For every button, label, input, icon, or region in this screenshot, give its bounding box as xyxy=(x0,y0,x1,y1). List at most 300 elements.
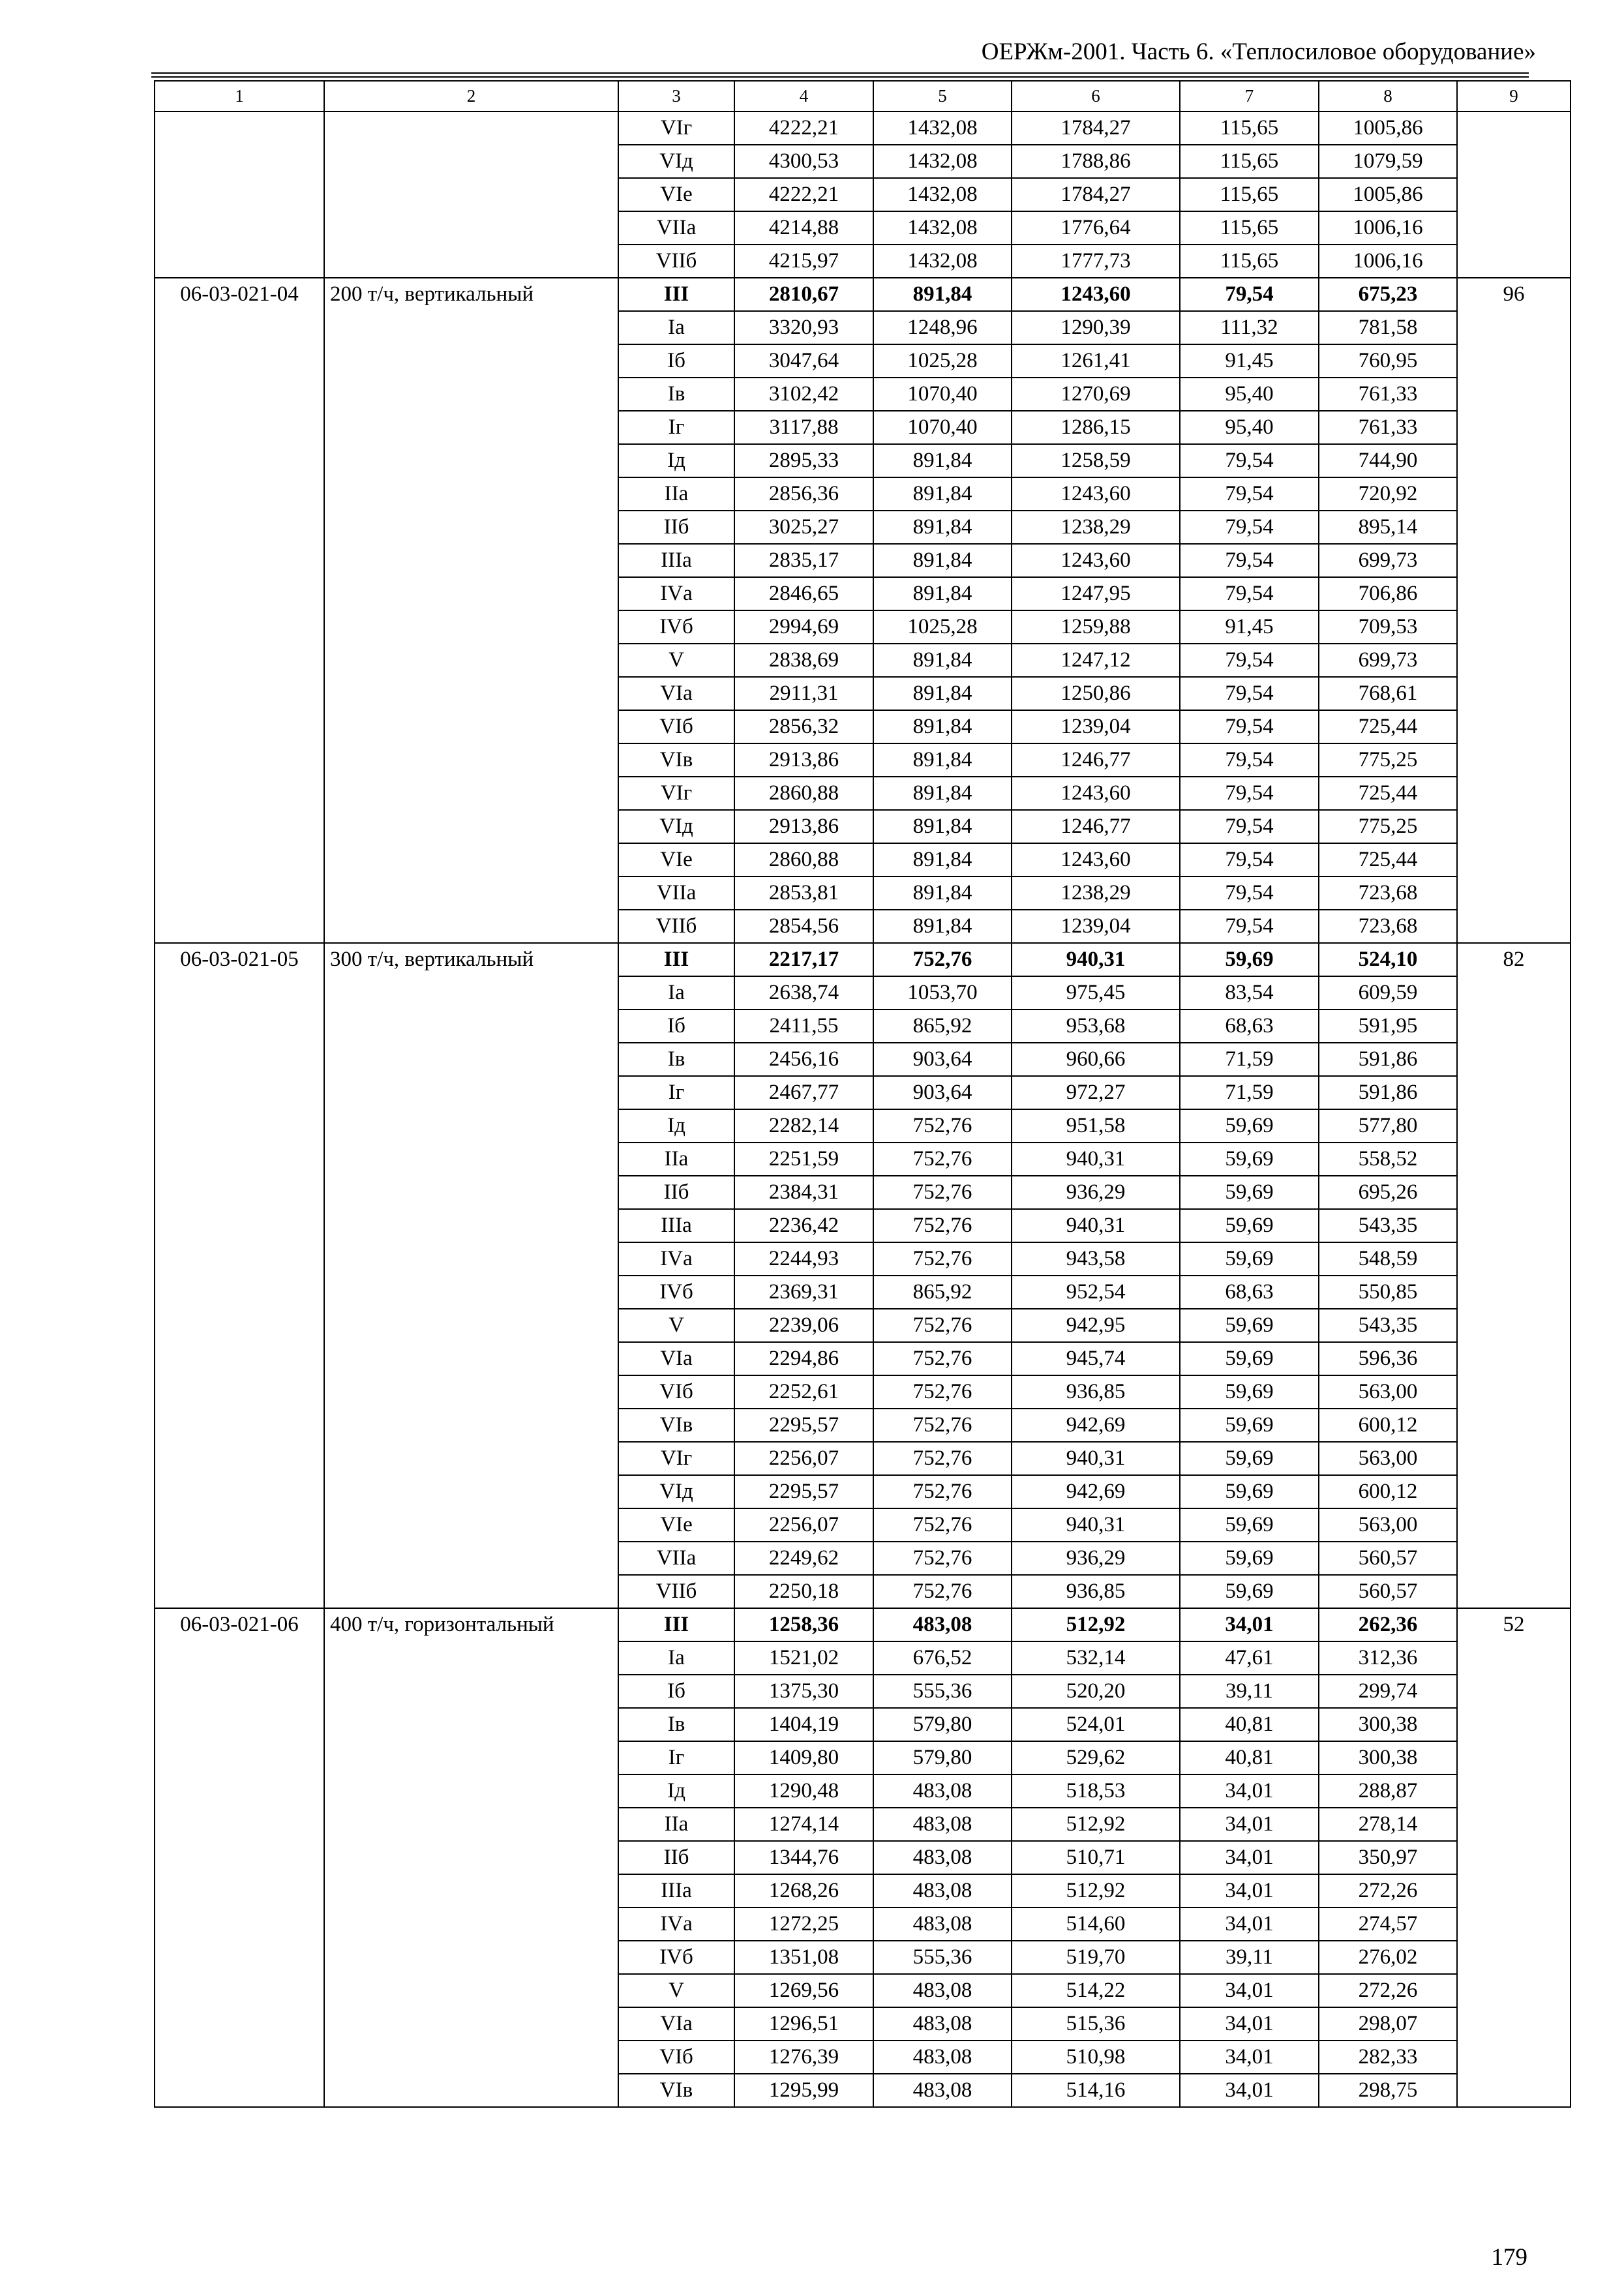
machinist-wages-cell: 34,01 xyxy=(1180,1841,1319,1874)
wages-cell: 483,08 xyxy=(873,1974,1012,2007)
materials-cell: 895,14 xyxy=(1319,511,1457,544)
category-cell: IIа xyxy=(618,1808,734,1841)
materials-cell: 278,14 xyxy=(1319,1808,1457,1841)
machinist-wages-cell: 59,69 xyxy=(1180,1575,1319,1608)
wages-cell: 1053,70 xyxy=(873,976,1012,1010)
category-cell: IVа xyxy=(618,1908,734,1941)
rate-description-cell xyxy=(324,112,618,278)
materials-cell: 1005,86 xyxy=(1319,112,1457,145)
column-number-9: 9 xyxy=(1457,81,1571,112)
total-cost-cell: 1521,02 xyxy=(734,1641,873,1675)
materials-cell: 1005,86 xyxy=(1319,178,1457,211)
category-cell: Iв xyxy=(618,378,734,411)
machines-cell: 524,01 xyxy=(1012,1708,1180,1741)
wages-cell: 1248,96 xyxy=(873,311,1012,344)
wages-cell: 891,84 xyxy=(873,843,1012,876)
machines-cell: 940,31 xyxy=(1012,1508,1180,1542)
category-cell: IVб xyxy=(618,1276,734,1309)
wages-cell: 891,84 xyxy=(873,444,1012,477)
machines-cell: 1784,27 xyxy=(1012,178,1180,211)
machinist-wages-cell: 71,59 xyxy=(1180,1043,1319,1076)
machinist-wages-cell: 79,54 xyxy=(1180,544,1319,577)
materials-cell: 299,74 xyxy=(1319,1675,1457,1708)
materials-cell: 761,33 xyxy=(1319,411,1457,444)
wages-cell: 891,84 xyxy=(873,644,1012,677)
column-number-3: 3 xyxy=(618,81,734,112)
rate-code-cell: 06-03-021-05 xyxy=(155,943,324,1608)
machines-cell: 951,58 xyxy=(1012,1109,1180,1143)
wages-cell: 483,08 xyxy=(873,1908,1012,1941)
machines-cell: 1246,77 xyxy=(1012,810,1180,843)
machinist-wages-cell: 34,01 xyxy=(1180,1974,1319,2007)
machinist-wages-cell: 34,01 xyxy=(1180,1608,1319,1641)
machines-cell: 1788,86 xyxy=(1012,145,1180,178)
materials-cell: 591,86 xyxy=(1319,1043,1457,1076)
materials-cell: 288,87 xyxy=(1319,1774,1457,1808)
category-cell: Iв xyxy=(618,1708,734,1741)
wages-cell: 903,64 xyxy=(873,1043,1012,1076)
machines-cell: 953,68 xyxy=(1012,1010,1180,1043)
table-row xyxy=(155,943,1571,976)
materials-cell: 591,86 xyxy=(1319,1076,1457,1109)
machinist-wages-cell: 68,63 xyxy=(1180,1276,1319,1309)
column-number-8: 8 xyxy=(1319,81,1457,112)
column-number-7: 7 xyxy=(1180,81,1319,112)
machines-cell: 532,14 xyxy=(1012,1641,1180,1675)
materials-cell: 1006,16 xyxy=(1319,245,1457,278)
machinist-wages-cell: 79,54 xyxy=(1180,577,1319,610)
category-cell: Iв xyxy=(618,1043,734,1076)
machinist-wages-cell: 79,54 xyxy=(1180,477,1319,511)
materials-cell: 609,59 xyxy=(1319,976,1457,1010)
machinist-wages-cell: 79,54 xyxy=(1180,511,1319,544)
materials-cell: 563,00 xyxy=(1319,1375,1457,1409)
wages-cell: 752,76 xyxy=(873,1309,1012,1342)
rate-description-cell: 300 т/ч, вертикальный xyxy=(324,943,618,1608)
machines-cell: 510,98 xyxy=(1012,2041,1180,2074)
wages-cell: 752,76 xyxy=(873,1342,1012,1375)
labor-cost-cell xyxy=(1457,112,1571,278)
machines-cell: 518,53 xyxy=(1012,1774,1180,1808)
total-cost-cell: 1375,30 xyxy=(734,1675,873,1708)
machines-cell: 1247,12 xyxy=(1012,644,1180,677)
wages-cell: 483,08 xyxy=(873,1808,1012,1841)
machinist-wages-cell: 95,40 xyxy=(1180,411,1319,444)
machines-cell: 512,92 xyxy=(1012,1608,1180,1641)
machines-cell: 1259,88 xyxy=(1012,610,1180,644)
category-cell: VIIб xyxy=(618,245,734,278)
machines-cell: 520,20 xyxy=(1012,1675,1180,1708)
total-cost-cell: 2994,69 xyxy=(734,610,873,644)
machines-cell: 1777,73 xyxy=(1012,245,1180,278)
category-cell: IVб xyxy=(618,610,734,644)
materials-cell: 591,95 xyxy=(1319,1010,1457,1043)
materials-cell: 723,68 xyxy=(1319,910,1457,943)
machines-cell: 1250,86 xyxy=(1012,677,1180,710)
wages-cell: 865,92 xyxy=(873,1276,1012,1309)
category-cell: VIа xyxy=(618,677,734,710)
machines-cell: 945,74 xyxy=(1012,1342,1180,1375)
machines-cell: 1243,60 xyxy=(1012,278,1180,311)
wages-cell: 1025,28 xyxy=(873,610,1012,644)
machines-cell: 975,45 xyxy=(1012,976,1180,1010)
materials-cell: 699,73 xyxy=(1319,544,1457,577)
machinist-wages-cell: 91,45 xyxy=(1180,344,1319,378)
category-cell: Iг xyxy=(618,1076,734,1109)
wages-cell: 483,08 xyxy=(873,2074,1012,2107)
category-cell: VIIа xyxy=(618,1542,734,1575)
wages-cell: 891,84 xyxy=(873,876,1012,910)
machinist-wages-cell: 91,45 xyxy=(1180,610,1319,644)
total-cost-cell: 3320,93 xyxy=(734,311,873,344)
category-cell: Iб xyxy=(618,344,734,378)
category-cell: VIг xyxy=(618,777,734,810)
category-cell: VIе xyxy=(618,843,734,876)
total-cost-cell: 2251,59 xyxy=(734,1143,873,1176)
category-cell: Iд xyxy=(618,1109,734,1143)
machinist-wages-cell: 59,69 xyxy=(1180,1209,1319,1242)
category-cell: IVа xyxy=(618,577,734,610)
column-number-1: 1 xyxy=(155,81,324,112)
category-cell: Iг xyxy=(618,1741,734,1774)
total-cost-cell: 1269,56 xyxy=(734,1974,873,2007)
category-cell: VIе xyxy=(618,178,734,211)
document-header-title: ОЕРЖм-2001. Часть 6. «Теплосиловое оборудование» xyxy=(981,38,1536,65)
total-cost-cell: 3047,64 xyxy=(734,344,873,378)
machinist-wages-cell: 79,54 xyxy=(1180,843,1319,876)
total-cost-cell: 2239,06 xyxy=(734,1309,873,1342)
machinist-wages-cell: 79,54 xyxy=(1180,444,1319,477)
machines-cell: 1776,64 xyxy=(1012,211,1180,245)
materials-cell: 577,80 xyxy=(1319,1109,1457,1143)
materials-cell: 276,02 xyxy=(1319,1941,1457,1974)
table-row xyxy=(155,278,1571,311)
total-cost-cell: 1276,39 xyxy=(734,2041,873,2074)
column-number-4: 4 xyxy=(734,81,873,112)
total-cost-cell: 2856,32 xyxy=(734,710,873,743)
materials-cell: 282,33 xyxy=(1319,2041,1457,2074)
machines-cell: 936,29 xyxy=(1012,1542,1180,1575)
category-cell: V xyxy=(618,1309,734,1342)
materials-cell: 761,33 xyxy=(1319,378,1457,411)
machines-cell: 1247,95 xyxy=(1012,577,1180,610)
total-cost-cell: 2913,86 xyxy=(734,810,873,843)
wages-cell: 1432,08 xyxy=(873,112,1012,145)
machines-cell: 1270,69 xyxy=(1012,378,1180,411)
machinist-wages-cell: 40,81 xyxy=(1180,1741,1319,1774)
machinist-wages-cell: 34,01 xyxy=(1180,1874,1319,1908)
total-cost-cell: 2282,14 xyxy=(734,1109,873,1143)
machinist-wages-cell: 79,54 xyxy=(1180,710,1319,743)
materials-cell: 563,00 xyxy=(1319,1442,1457,1475)
total-cost-cell: 1258,36 xyxy=(734,1608,873,1641)
total-cost-cell: 2256,07 xyxy=(734,1442,873,1475)
category-cell: Iб xyxy=(618,1010,734,1043)
total-cost-cell: 2838,69 xyxy=(734,644,873,677)
materials-cell: 760,95 xyxy=(1319,344,1457,378)
materials-cell: 706,86 xyxy=(1319,577,1457,610)
wages-cell: 483,08 xyxy=(873,1608,1012,1641)
total-cost-cell: 2295,57 xyxy=(734,1475,873,1508)
materials-cell: 699,73 xyxy=(1319,644,1457,677)
category-cell: VIв xyxy=(618,2074,734,2107)
wages-cell: 752,76 xyxy=(873,1442,1012,1475)
machinist-wages-cell: 47,61 xyxy=(1180,1641,1319,1675)
category-cell: V xyxy=(618,1974,734,2007)
wages-cell: 1070,40 xyxy=(873,411,1012,444)
materials-cell: 300,38 xyxy=(1319,1708,1457,1741)
machines-cell: 1784,27 xyxy=(1012,112,1180,145)
total-cost-cell: 4222,21 xyxy=(734,112,873,145)
labor-cost-cell: 96 xyxy=(1457,278,1571,943)
wages-cell: 752,76 xyxy=(873,1242,1012,1276)
materials-cell: 563,00 xyxy=(1319,1508,1457,1542)
category-cell: Iб xyxy=(618,1675,734,1708)
wages-cell: 1432,08 xyxy=(873,211,1012,245)
machines-cell: 942,69 xyxy=(1012,1475,1180,1508)
category-cell: IIIа xyxy=(618,1874,734,1908)
total-cost-cell: 4215,97 xyxy=(734,245,873,278)
total-cost-cell: 1295,99 xyxy=(734,2074,873,2107)
category-cell: VIIб xyxy=(618,1575,734,1608)
machines-cell: 512,92 xyxy=(1012,1874,1180,1908)
machinist-wages-cell: 79,54 xyxy=(1180,876,1319,910)
total-cost-cell: 2854,56 xyxy=(734,910,873,943)
wages-cell: 891,84 xyxy=(873,777,1012,810)
machinist-wages-cell: 79,54 xyxy=(1180,278,1319,311)
total-cost-cell: 2895,33 xyxy=(734,444,873,477)
materials-cell: 550,85 xyxy=(1319,1276,1457,1309)
materials-cell: 298,75 xyxy=(1319,2074,1457,2107)
machines-cell: 529,62 xyxy=(1012,1741,1180,1774)
machines-cell: 512,92 xyxy=(1012,1808,1180,1841)
wages-cell: 752,76 xyxy=(873,1508,1012,1542)
category-cell: IIб xyxy=(618,1841,734,1874)
rate-code-cell: 06-03-021-06 xyxy=(155,1608,324,2107)
category-cell: VIб xyxy=(618,1375,734,1409)
wages-cell: 752,76 xyxy=(873,1575,1012,1608)
wages-cell: 752,76 xyxy=(873,1409,1012,1442)
total-cost-cell: 2256,07 xyxy=(734,1508,873,1542)
materials-cell: 300,38 xyxy=(1319,1741,1457,1774)
materials-cell: 1079,59 xyxy=(1319,145,1457,178)
total-cost-cell: 2217,17 xyxy=(734,943,873,976)
labor-cost-cell: 52 xyxy=(1457,1608,1571,2107)
materials-cell: 725,44 xyxy=(1319,710,1457,743)
machinist-wages-cell: 115,65 xyxy=(1180,245,1319,278)
wages-cell: 1432,08 xyxy=(873,145,1012,178)
machinist-wages-cell: 79,54 xyxy=(1180,677,1319,710)
machines-cell: 960,66 xyxy=(1012,1043,1180,1076)
materials-cell: 543,35 xyxy=(1319,1209,1457,1242)
machinist-wages-cell: 59,69 xyxy=(1180,1309,1319,1342)
total-cost-cell: 2456,16 xyxy=(734,1043,873,1076)
materials-cell: 775,25 xyxy=(1319,810,1457,843)
wages-cell: 752,76 xyxy=(873,1475,1012,1508)
total-cost-cell: 1344,76 xyxy=(734,1841,873,1874)
total-cost-cell: 2369,31 xyxy=(734,1276,873,1309)
machinist-wages-cell: 79,54 xyxy=(1180,910,1319,943)
materials-cell: 695,26 xyxy=(1319,1176,1457,1209)
machines-cell: 936,85 xyxy=(1012,1575,1180,1608)
materials-cell: 560,57 xyxy=(1319,1575,1457,1608)
total-cost-cell: 2236,42 xyxy=(734,1209,873,1242)
machinist-wages-cell: 115,65 xyxy=(1180,112,1319,145)
machinist-wages-cell: 59,69 xyxy=(1180,1242,1319,1276)
materials-cell: 600,12 xyxy=(1319,1475,1457,1508)
wages-cell: 891,84 xyxy=(873,710,1012,743)
total-cost-cell: 2244,93 xyxy=(734,1242,873,1276)
machines-cell: 1243,60 xyxy=(1012,843,1180,876)
total-cost-cell: 2249,62 xyxy=(734,1542,873,1575)
materials-cell: 262,36 xyxy=(1319,1608,1457,1641)
materials-cell: 1006,16 xyxy=(1319,211,1457,245)
machines-cell: 1290,39 xyxy=(1012,311,1180,344)
wages-cell: 579,80 xyxy=(873,1708,1012,1741)
wages-cell: 891,84 xyxy=(873,810,1012,843)
category-cell: III xyxy=(618,943,734,976)
rate-description-cell: 400 т/ч, горизонтальный xyxy=(324,1608,618,2107)
wages-cell: 1432,08 xyxy=(873,245,1012,278)
machinist-wages-cell: 59,69 xyxy=(1180,1442,1319,1475)
total-cost-cell: 4300,53 xyxy=(734,145,873,178)
machines-cell: 1243,60 xyxy=(1012,777,1180,810)
wages-cell: 1432,08 xyxy=(873,178,1012,211)
machinist-wages-cell: 95,40 xyxy=(1180,378,1319,411)
wages-cell: 891,84 xyxy=(873,278,1012,311)
materials-cell: 768,61 xyxy=(1319,677,1457,710)
machinist-wages-cell: 59,69 xyxy=(1180,1143,1319,1176)
total-cost-cell: 2294,86 xyxy=(734,1342,873,1375)
total-cost-cell: 2252,61 xyxy=(734,1375,873,1409)
total-cost-cell: 3025,27 xyxy=(734,511,873,544)
machines-cell: 1286,15 xyxy=(1012,411,1180,444)
materials-cell: 775,25 xyxy=(1319,743,1457,777)
total-cost-cell: 1296,51 xyxy=(734,2007,873,2041)
materials-cell: 781,58 xyxy=(1319,311,1457,344)
total-cost-cell: 2411,55 xyxy=(734,1010,873,1043)
wages-cell: 1070,40 xyxy=(873,378,1012,411)
machinist-wages-cell: 59,69 xyxy=(1180,1109,1319,1143)
category-cell: IVа xyxy=(618,1242,734,1276)
total-cost-cell: 1268,26 xyxy=(734,1874,873,1908)
wages-cell: 483,08 xyxy=(873,2007,1012,2041)
machines-cell: 1261,41 xyxy=(1012,344,1180,378)
total-cost-cell: 1272,25 xyxy=(734,1908,873,1941)
machinist-wages-cell: 59,69 xyxy=(1180,1176,1319,1209)
machinist-wages-cell: 40,81 xyxy=(1180,1708,1319,1741)
rate-description-cell: 200 т/ч, вертикальный xyxy=(324,278,618,943)
total-cost-cell: 3102,42 xyxy=(734,378,873,411)
machines-cell: 942,69 xyxy=(1012,1409,1180,1442)
total-cost-cell: 2860,88 xyxy=(734,843,873,876)
wages-cell: 752,76 xyxy=(873,1209,1012,1242)
machinist-wages-cell: 34,01 xyxy=(1180,2074,1319,2107)
wages-cell: 676,52 xyxy=(873,1641,1012,1675)
materials-cell: 744,90 xyxy=(1319,444,1457,477)
machines-cell: 940,31 xyxy=(1012,1143,1180,1176)
wages-cell: 579,80 xyxy=(873,1741,1012,1774)
materials-cell: 350,97 xyxy=(1319,1841,1457,1874)
total-cost-cell: 2860,88 xyxy=(734,777,873,810)
wages-cell: 752,76 xyxy=(873,1143,1012,1176)
column-number-5: 5 xyxy=(873,81,1012,112)
materials-cell: 272,26 xyxy=(1319,1874,1457,1908)
materials-cell: 558,52 xyxy=(1319,1143,1457,1176)
category-cell: Iд xyxy=(618,444,734,477)
total-cost-cell: 2384,31 xyxy=(734,1176,873,1209)
category-cell: IIб xyxy=(618,1176,734,1209)
column-number-header-row xyxy=(155,81,1571,112)
wages-cell: 891,84 xyxy=(873,910,1012,943)
wages-cell: 483,08 xyxy=(873,1774,1012,1808)
machines-cell: 940,31 xyxy=(1012,943,1180,976)
table-body xyxy=(155,81,1571,2107)
total-cost-cell: 1274,14 xyxy=(734,1808,873,1841)
category-cell: VIе xyxy=(618,1508,734,1542)
machinist-wages-cell: 34,01 xyxy=(1180,2041,1319,2074)
machinist-wages-cell: 59,69 xyxy=(1180,1475,1319,1508)
wages-cell: 891,84 xyxy=(873,577,1012,610)
table-row xyxy=(155,112,1571,145)
machines-cell: 515,36 xyxy=(1012,2007,1180,2041)
category-cell: Iа xyxy=(618,976,734,1010)
machinist-wages-cell: 39,11 xyxy=(1180,1675,1319,1708)
total-cost-cell: 2856,36 xyxy=(734,477,873,511)
category-cell: VIд xyxy=(618,810,734,843)
category-cell: VIв xyxy=(618,1409,734,1442)
category-cell: Iа xyxy=(618,311,734,344)
total-cost-cell: 2810,67 xyxy=(734,278,873,311)
category-cell: V xyxy=(618,644,734,677)
total-cost-cell: 4214,88 xyxy=(734,211,873,245)
total-cost-cell: 2467,77 xyxy=(734,1076,873,1109)
machines-cell: 1239,04 xyxy=(1012,910,1180,943)
category-cell: VIг xyxy=(618,1442,734,1475)
wages-cell: 752,76 xyxy=(873,1542,1012,1575)
wages-cell: 891,84 xyxy=(873,743,1012,777)
machinist-wages-cell: 59,69 xyxy=(1180,1508,1319,1542)
materials-cell: 272,26 xyxy=(1319,1974,1457,2007)
rate-code-cell xyxy=(155,112,324,278)
category-cell: VIв xyxy=(618,743,734,777)
wages-cell: 752,76 xyxy=(873,943,1012,976)
machinist-wages-cell: 34,01 xyxy=(1180,1808,1319,1841)
machinist-wages-cell: 59,69 xyxy=(1180,1375,1319,1409)
machines-cell: 519,70 xyxy=(1012,1941,1180,1974)
header-rule-top xyxy=(151,72,1529,74)
category-cell: VIд xyxy=(618,1475,734,1508)
wages-cell: 752,76 xyxy=(873,1109,1012,1143)
total-cost-cell: 1409,80 xyxy=(734,1741,873,1774)
machinist-wages-cell: 79,54 xyxy=(1180,743,1319,777)
wages-cell: 891,84 xyxy=(873,544,1012,577)
total-cost-cell: 2835,17 xyxy=(734,544,873,577)
category-cell: Iг xyxy=(618,411,734,444)
machinist-wages-cell: 59,69 xyxy=(1180,1542,1319,1575)
materials-cell: 524,10 xyxy=(1319,943,1457,976)
machinist-wages-cell: 115,65 xyxy=(1180,145,1319,178)
total-cost-cell: 1290,48 xyxy=(734,1774,873,1808)
machinist-wages-cell: 71,59 xyxy=(1180,1076,1319,1109)
materials-cell: 725,44 xyxy=(1319,777,1457,810)
machinist-wages-cell: 115,65 xyxy=(1180,178,1319,211)
materials-cell: 720,92 xyxy=(1319,477,1457,511)
wages-cell: 752,76 xyxy=(873,1375,1012,1409)
column-number-6: 6 xyxy=(1012,81,1180,112)
machines-cell: 1239,04 xyxy=(1012,710,1180,743)
machines-cell: 1243,60 xyxy=(1012,477,1180,511)
